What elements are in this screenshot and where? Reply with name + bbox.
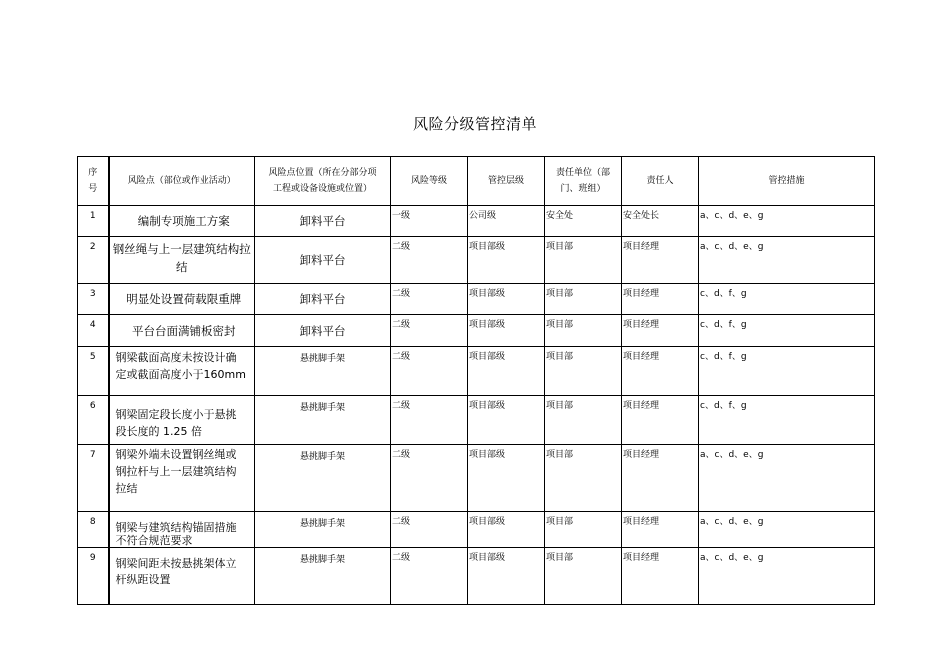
row-measures: a、c、d、e、g	[699, 206, 875, 237]
row-control-level: 项目部级	[468, 512, 545, 548]
row-seq: 2	[78, 237, 109, 284]
row-seq: 1	[78, 206, 109, 237]
row-risk-point: 钢梁外端未设置钢丝绳或 钢拉杆与上一层建筑结构 拉结	[109, 445, 255, 512]
row-level: 二级	[391, 512, 468, 548]
row-seq: 8	[78, 512, 109, 548]
page-title: 风险分级管控清单	[412, 115, 537, 133]
row-control-level: 项目部级	[468, 445, 545, 512]
row-unit: 项目部	[545, 315, 622, 347]
row-seq: 4	[78, 315, 109, 347]
row-measures: c、d、f、g	[699, 396, 875, 445]
row-measures: a、c、d、e、g	[699, 445, 875, 512]
row-location: 悬挑脚手架	[255, 445, 391, 512]
row-risk-point: 明显处设置荷载限重牌	[109, 284, 255, 315]
table-row	[78, 445, 875, 512]
row-risk-point: 钢丝绳与上一层建筑结构拉 结	[109, 237, 255, 284]
row-location: 卸料平台	[255, 284, 391, 315]
row-person: 项目经理	[622, 237, 699, 284]
row-location: 卸料平台	[255, 237, 391, 284]
row-control-level: 公司级	[468, 206, 545, 237]
row-person: 项目经理	[622, 512, 699, 548]
header-responsible-person: 责任人	[622, 157, 699, 206]
header-responsible-unit: 责任单位（部 门、班组）	[545, 157, 622, 206]
row-unit: 项目部	[545, 347, 622, 396]
row-unit: 安全处	[545, 206, 622, 237]
row-location: 悬挑脚手架	[255, 396, 391, 445]
table-header-row	[78, 157, 875, 206]
row-seq: 6	[78, 396, 109, 445]
table-row	[78, 347, 875, 396]
table-row	[78, 284, 875, 315]
row-location: 卸料平台	[255, 315, 391, 347]
row-unit: 项目部	[545, 284, 622, 315]
row-measures: a、c、d、e、g	[699, 548, 875, 605]
row-unit: 项目部	[545, 445, 622, 512]
row-unit: 项目部	[545, 512, 622, 548]
table-row	[78, 396, 875, 445]
row-control-level: 项目部级	[468, 347, 545, 396]
row-location: 悬挑脚手架	[255, 347, 391, 396]
header-risk-point: 风险点（部位或作业活动）	[109, 157, 255, 206]
header-control-measures: 管控措施	[699, 157, 875, 206]
row-seq: 3	[78, 284, 109, 315]
row-measures: c、d、f、g	[699, 347, 875, 396]
row-location: 悬挑脚手架	[255, 512, 391, 548]
row-risk-point: 钢梁间距未按悬挑架体立 杆纵距设置	[109, 548, 255, 605]
row-measures: c、d、f、g	[699, 284, 875, 315]
row-risk-point: 钢梁与建筑结构锚固措施 不符合规范要求	[109, 512, 255, 548]
row-risk-point: 钢梁固定段长度小于悬挑 段长度的 1.25 倍	[109, 396, 255, 445]
row-person: 项目经理	[622, 284, 699, 315]
row-person: 项目经理	[622, 396, 699, 445]
row-seq: 7	[78, 445, 109, 512]
row-level: 二级	[391, 445, 468, 512]
row-person: 项目经理	[622, 445, 699, 512]
row-person: 项目经理	[622, 315, 699, 347]
row-risk-point: 编制专项施工方案	[109, 206, 255, 237]
row-level: 二级	[391, 237, 468, 284]
row-level: 二级	[391, 548, 468, 605]
header-seq: 序 号	[78, 157, 109, 206]
table-row	[78, 237, 875, 284]
row-person: 项目经理	[622, 347, 699, 396]
row-unit: 项目部	[545, 396, 622, 445]
row-level: 二级	[391, 347, 468, 396]
row-control-level: 项目部级	[468, 284, 545, 315]
row-location: 悬挑脚手架	[255, 548, 391, 605]
row-person: 项目经理	[622, 548, 699, 605]
row-location: 卸料平台	[255, 206, 391, 237]
row-level: 一级	[391, 206, 468, 237]
header-risk-level: 风险等级	[391, 157, 468, 206]
row-seq: 9	[78, 548, 109, 605]
row-person: 安全处长	[622, 206, 699, 237]
row-risk-point: 平台台面满铺板密封	[109, 315, 255, 347]
table-row	[78, 512, 875, 548]
table-row	[78, 206, 875, 237]
row-control-level: 项目部级	[468, 237, 545, 284]
row-risk-point: 钢梁截面高度未按设计确 定或截面高度小于160mm	[109, 347, 255, 396]
table-row	[78, 548, 875, 605]
header-risk-location: 风险点位置（所在分部分项 工程或设备设施或位置）	[255, 157, 391, 206]
header-control-level: 管控层级	[468, 157, 545, 206]
risk-control-table	[77, 156, 875, 605]
table-row	[78, 315, 875, 347]
row-control-level: 项目部级	[468, 315, 545, 347]
row-unit: 项目部	[545, 237, 622, 284]
row-level: 二级	[391, 315, 468, 347]
row-level: 二级	[391, 396, 468, 445]
row-measures: a、c、d、e、g	[699, 512, 875, 548]
row-level: 二级	[391, 284, 468, 315]
row-measures: a、c、d、e、g	[699, 237, 875, 284]
row-unit: 项目部	[545, 548, 622, 605]
row-measures: c、d、f、g	[699, 315, 875, 347]
row-control-level: 项目部级	[468, 548, 545, 605]
row-control-level: 项目部级	[468, 396, 545, 445]
row-seq: 5	[78, 347, 109, 396]
